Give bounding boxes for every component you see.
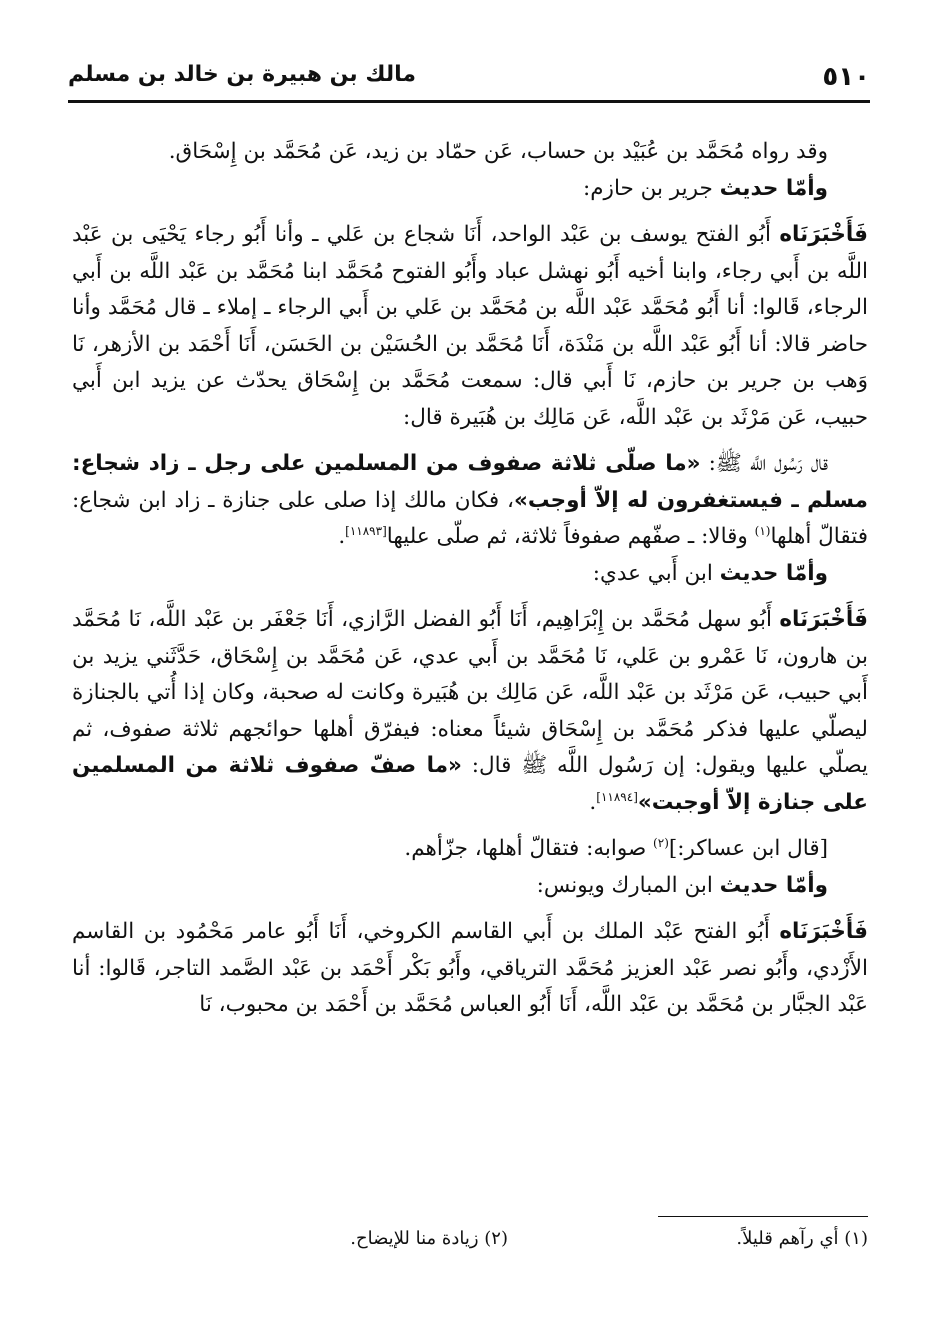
page-number: ٥١٠ [822, 62, 870, 92]
footnotes [72, 1228, 868, 1258]
footnote-1: (١) أي رآهم قليلاً. [736, 1228, 868, 1249]
isnad-text: أَبُو الفتح يوسف بن عَبْد الواحد، أَنَا شجاع بن عَلي ـ وأنا أَبُو رجاء يَحْيَى بن عَبْد اللَّه بن أَبي رجاء، وابنا أخيه أَبُو نهشل عباد وأَبُو الفتوح مُحَمَّد ابنا مُحَمَّد بن عَبْد اللَّه بن أَبي الرجاء، قَالوا: أنا أَبُو مُحَمَّد عَبْد اللَّه بن مُحَمَّد بن عَلي بن أَبي الرجاء ـ إملاء ـ قال مُحَمَّد وأنا حاضر قالا: أنا أَبُو عَبْد اللَّه بن مَنْدَة، أَنَا مُحَمَّد بن الحُسَيْن بن الحَسَن، أَنَا أَحْمَد بن الأزهر، نَا وَهب بن جرير بن حازم، نَا أَبي قال: سمعت مُحَمَّد بن إِسْحَاق يحدّث عن يزيد ابن أَبي حبيب، عَن مَرْثَد بن عَبْد اللَّه، عَن مَالِك بن هُبَيرة قال: [72, 222, 868, 430]
lead-word: فَأَخْبَرَنَاه [779, 607, 868, 632]
hadith-number: [١١٨٩٣] [345, 523, 387, 538]
paragraph-end: . [589, 789, 597, 815]
heading-marker: وأمّا حديث [719, 560, 828, 586]
hadith-continuation: ، فكان مالك إذا صلى على جنازة ـ زاد ابن شجاع: فتقالّ أهلها [72, 487, 868, 549]
paragraph-editor-note [72, 831, 868, 868]
note-text: صوابه: فتقالّ أهلها، جزّأهم. [404, 836, 654, 861]
section-heading-ibn-al-mubarak [72, 868, 868, 905]
hadith-intro: قال رَسُول اللَّه ﷺ: [700, 451, 828, 476]
heading-text: ابن أَبي عدي: [592, 560, 720, 586]
paragraph-isnad-2 [72, 602, 868, 821]
footnote-ref-2: (٢) [653, 835, 669, 850]
footnote-rule [658, 1216, 868, 1217]
heading-marker: وأمّا حديث [719, 872, 828, 898]
footnote-2: (٢) زيادة منا للإيضاح. [350, 1228, 508, 1249]
running-title: مالك بن هبيرة بن خالد بن مسلم [68, 62, 416, 87]
page-body [72, 134, 868, 1024]
hadith-text: «ما صلّى ثلاثة صفوف من المسلمين على رجل ـ زاد شجاع: مسلم ـ فيستغفرون له إلاّ أوجب» [72, 451, 868, 513]
section-heading-jarir [72, 171, 868, 208]
paragraph-hadith-1 [72, 446, 868, 556]
hadith-text: «ما صفّ صفوف ثلاثة من المسلمين على جنازة إلاّ أوجبت» [72, 753, 868, 815]
lead-word: فَأَخْبَرَنَاه [779, 919, 868, 944]
isnad-text: أَبُو الفتح عَبْد الملك بن أَبي القاسم الكروخي، أَنَا أَبُو عامر مَحْمُود بن القاسم الأَزْدي، وأَبُو نصر عَبْد العزيز مُحَمَّد الترياقي، وأَبُو بَكْر أَحْمَد بن عَبْد الصَّمد التاجر، قَالوا: أنا عَبْد الجبَّار بن مُحَمَّد بن عَبْد اللَّه، أَنَا أَبُو العباس مُحَمَّد بن أَحْمَد بن محبوب، نَا [72, 919, 868, 1017]
paragraph-riwaya: وقد رواه مُحَمَّد بن عُبَيْد بن حساب، عَن حمّاد بن زيد، عَن مُحَمَّد بن إِسْحَاق. [168, 139, 828, 164]
isnad-text: أَبُو سهل مُحَمَّد بن إِبْرَاهِيم، أَنَا أَبُو الفضل الرَّازي، أَنَا جَعْفَر بن عَبْد اللَّه، نَا مُحَمَّد بن هارون، نَا عَمْرو بن عَلي، نَا مُحَمَّد بن أَبي عدي، عَن مُحَمَّد بن إِسْحَاق، حَدَّثَني يزيد بن أَبي حبيب، عَن مَرْثَد بن عَبْد اللَّه، عَن مَالِك بن هُبَيرة وكانت له صحبة، وكان إذا أُتي بالجنازة ليصلّي عليها فذكر مُحَمَّد بن إِسْحَاق شيئاً معناه: فيفرّق أهلها حوائجهم ثلاثة صفوف، ثم يصلّي عليها ويقول: إن رَسُول اللَّه ﷺ قال: [72, 607, 868, 778]
lead-word: فَأَخْبَرَنَاه [779, 222, 868, 247]
paragraph-end: . [338, 524, 346, 549]
page-header [68, 58, 870, 98]
heading-text: جرير بن حازم: [583, 175, 720, 201]
heading-marker: وأمّا حديث [719, 175, 828, 201]
paragraph-isnad-3 [72, 914, 868, 1024]
editor-bracket: [قال ابن عساكر:] [668, 836, 828, 861]
footnote-ref-1: (١) [754, 523, 771, 538]
section-heading-ibn-abi-adi [72, 556, 868, 593]
header-rule [68, 100, 870, 103]
heading-text: ابن المبارك ويونس: [536, 872, 720, 898]
hadith-continuation-2: وقالا: ـ صفّهم صفوفاً ثلاثة، ثم صلّى عليها [386, 524, 755, 549]
paragraph-isnad-1 [72, 217, 868, 436]
hadith-number: [١١٨٩٤] [596, 789, 638, 804]
